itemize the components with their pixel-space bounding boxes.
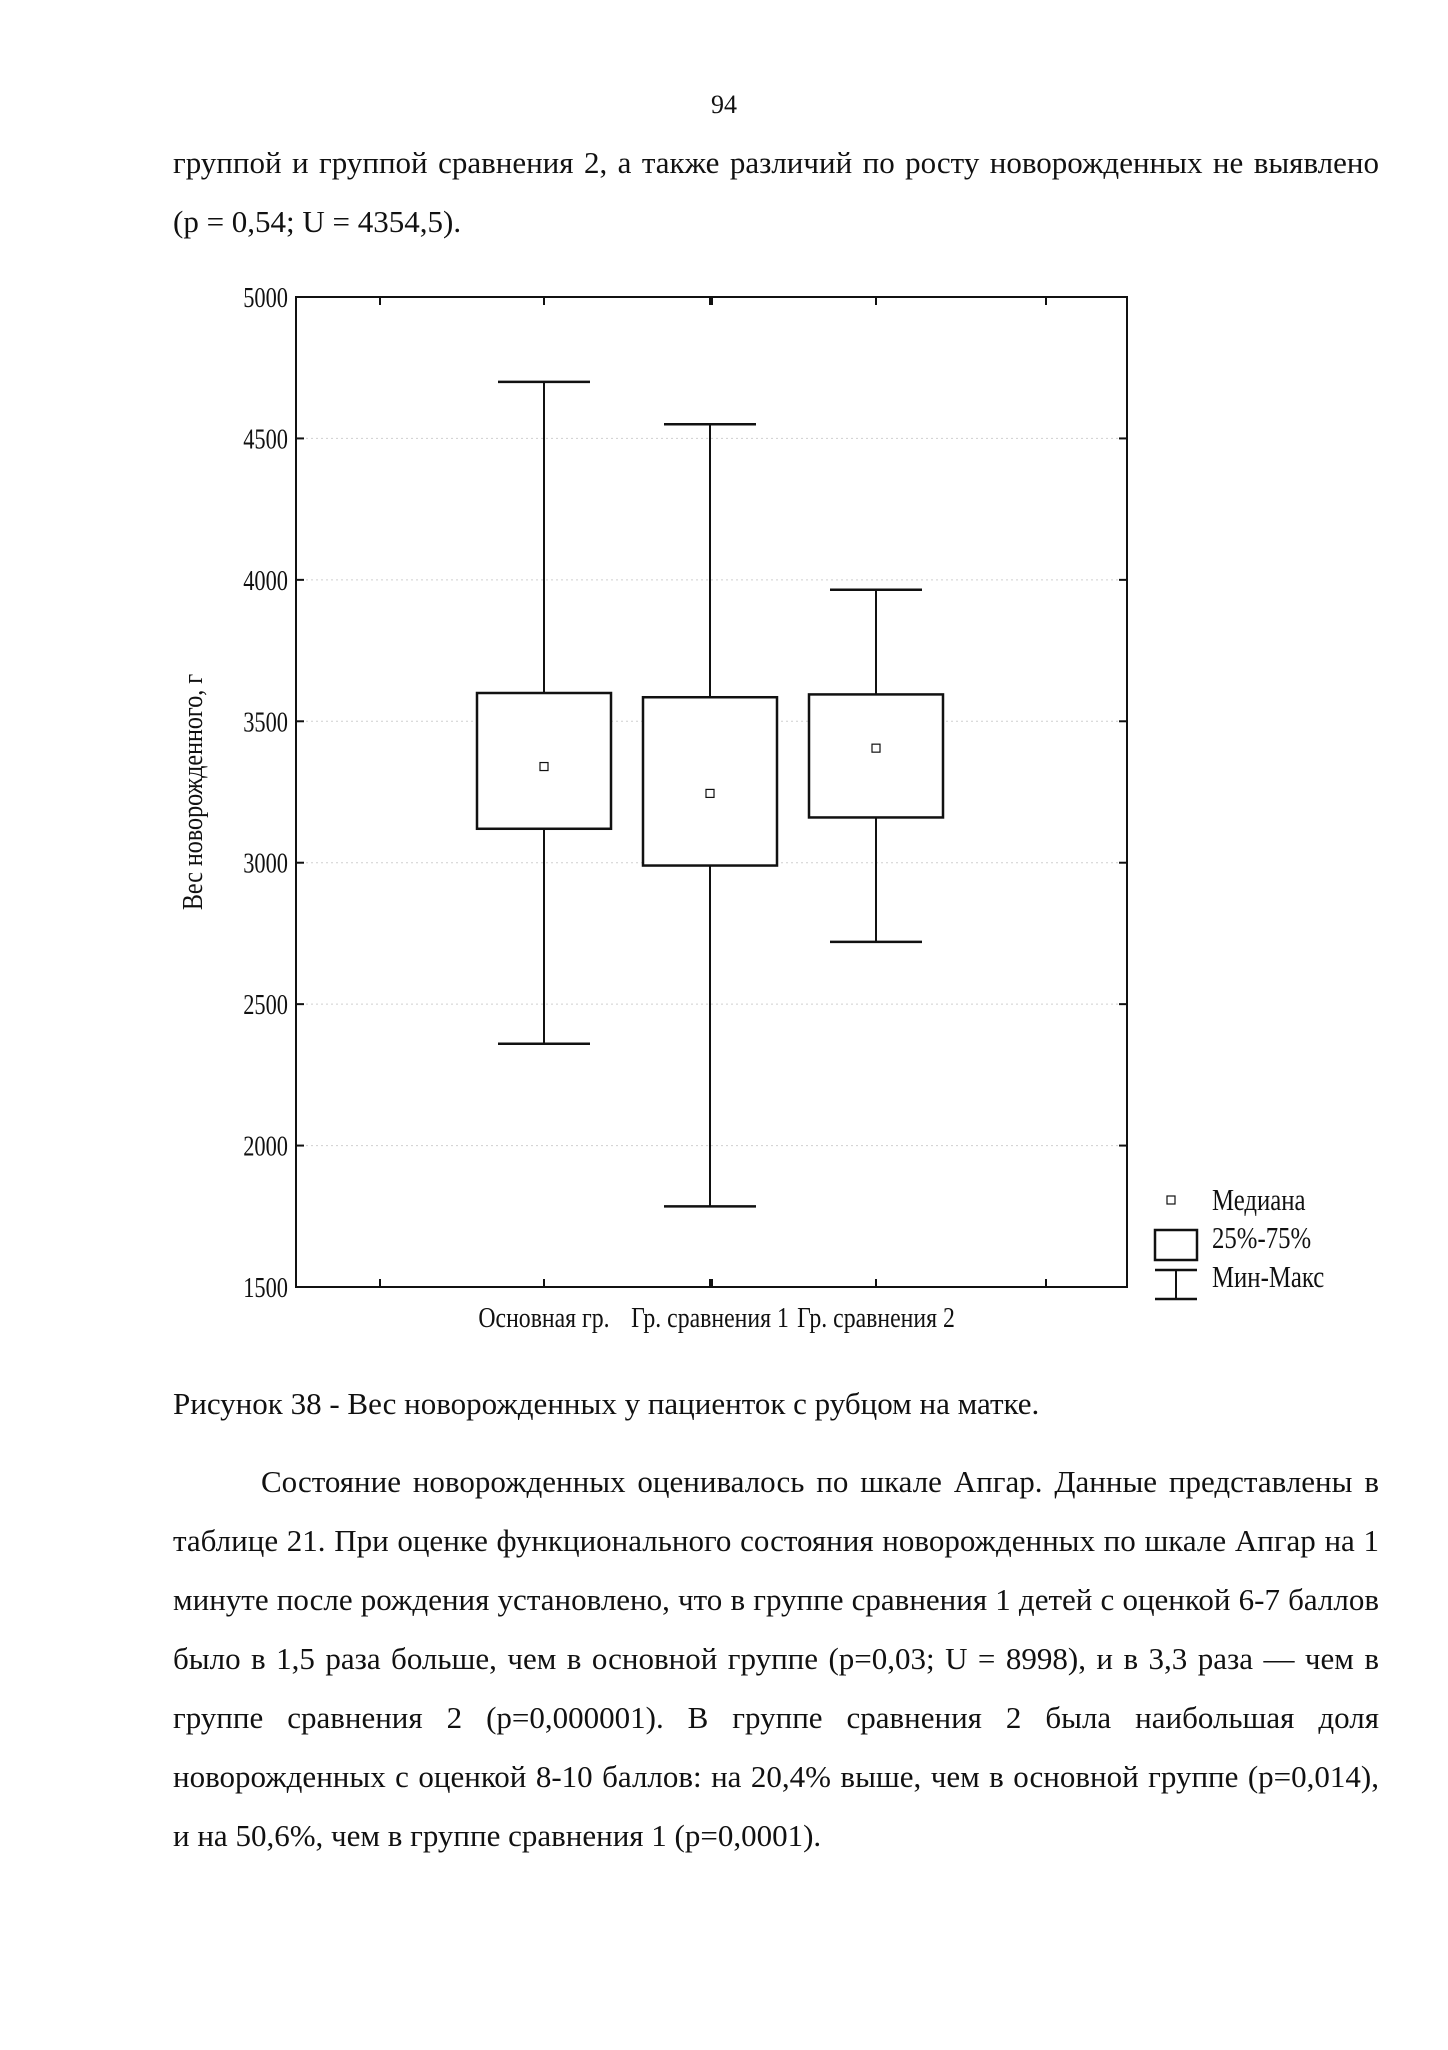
median-marker bbox=[540, 763, 548, 771]
body-paragraph: Состояние новорожденных оценивалось по шкале Апгар. Данные представлены в таблице 21. При оценке функционального состояния новорожденных по шкале Апгар на 1 минуте после рождения установлено, что в группе сравнения 1 детей с оценкой 6-7 баллов было в 1,5 раза больше, чем в основной группе (p=0,03; U = 8998), и в 3,3 раза — чем в группе сравнения 2 (p=0,000001). В группе сравнения 2 была наибольшая доля новорожденных с оценкой 8-10 баллов: на 20,4% выше, чем в основной группе (p=0,014), и на 50,6%, чем в группе сравнения 1 (p=0,0001). bbox=[173, 1464, 1379, 1853]
median-marker bbox=[706, 789, 714, 797]
iqr-box bbox=[477, 693, 611, 829]
iqr-box bbox=[809, 694, 943, 817]
y-axis-label: Вес новорожденного, г bbox=[177, 673, 209, 911]
legend-label: Медиана bbox=[1212, 1183, 1306, 1218]
y-tick-label: 3500 bbox=[243, 706, 288, 738]
legend bbox=[1155, 1183, 1324, 1299]
median-marker bbox=[872, 744, 880, 752]
x-tick-label: Гр. сравнения 1 bbox=[631, 1300, 789, 1334]
boxplot-chart bbox=[160, 275, 1340, 1355]
boxes bbox=[477, 382, 943, 1207]
y-tick-labels bbox=[243, 283, 288, 1304]
box-group bbox=[477, 382, 611, 1044]
figure-caption: Рисунок 38 - Вес новорожденных у пациенток с рубцом на матке. bbox=[173, 1386, 1040, 1421]
legend-box-marker bbox=[1155, 1230, 1197, 1260]
y-tick-label: 2500 bbox=[243, 989, 288, 1021]
y-tick-label: 4500 bbox=[243, 424, 288, 456]
x-tick-labels bbox=[478, 1301, 954, 1334]
x-tick-label: Основная гр. bbox=[478, 1300, 610, 1334]
box-group bbox=[809, 590, 943, 942]
legend-label: 25%-75% bbox=[1212, 1221, 1312, 1256]
page-number: 94 bbox=[711, 90, 737, 119]
iqr-box bbox=[643, 697, 777, 865]
y-tick-label: 4000 bbox=[243, 565, 288, 597]
legend-label: Мин-Макс bbox=[1212, 1260, 1325, 1295]
legend-median-marker bbox=[1167, 1196, 1175, 1204]
y-tick-label: 5000 bbox=[243, 282, 288, 314]
y-tick-label: 3000 bbox=[243, 848, 288, 880]
intro-paragraph: группой и группой сравнения 2, а также различий по росту новорожденных не выявлено (p = 0,54; U = 4354,5). bbox=[173, 145, 1379, 239]
box-group bbox=[643, 424, 777, 1206]
y-tick-label: 1500 bbox=[243, 1272, 288, 1304]
x-tick-label: Гр. сравнения 2 bbox=[797, 1300, 955, 1334]
y-tick-label: 2000 bbox=[243, 1131, 288, 1163]
